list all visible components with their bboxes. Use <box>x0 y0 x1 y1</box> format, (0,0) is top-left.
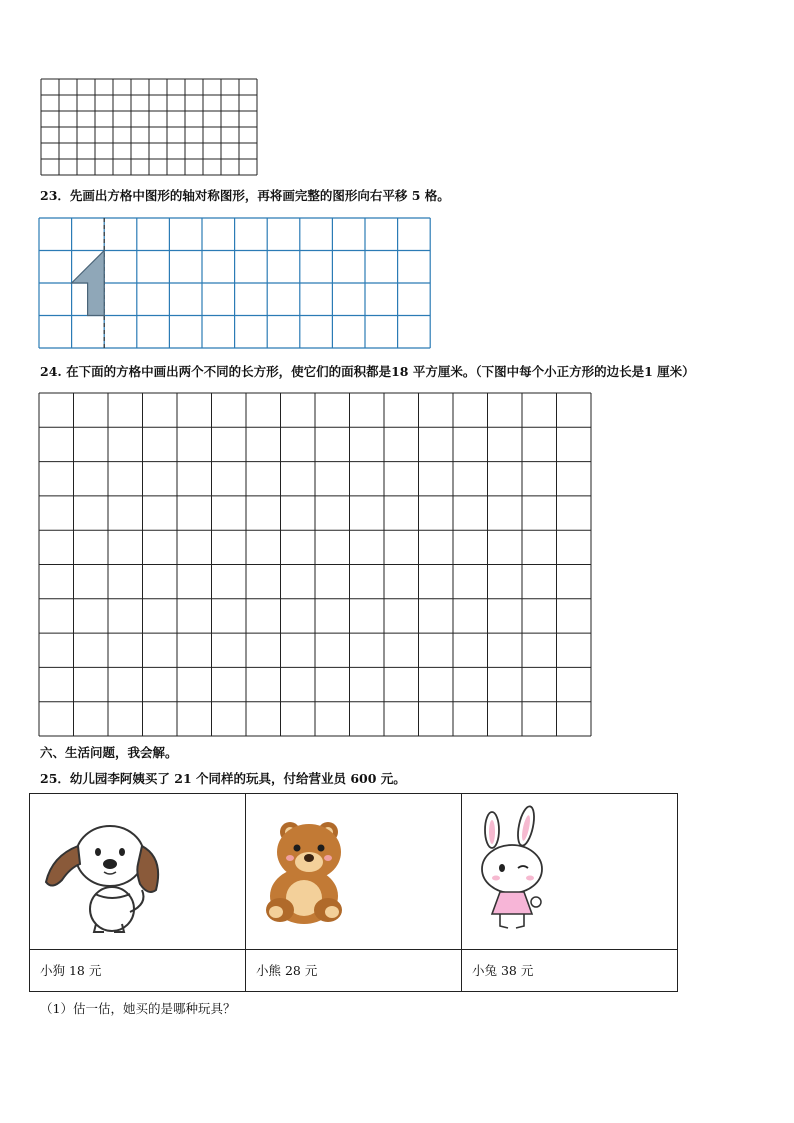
toy-price-table <box>29 793 678 992</box>
puppy-icon <box>30 794 245 949</box>
top-blank-grid[interactable] <box>40 78 260 178</box>
rabbit-icon <box>462 794 677 949</box>
symmetry-grid[interactable] <box>38 217 432 349</box>
toy-price-puppy: 小狗 18 元 <box>30 950 246 991</box>
rectangle-area-grid[interactable] <box>38 392 592 738</box>
question-23-text: 23．先画出方格中图形的轴对称图形，再将画完整的图形向右平移 5 格。 <box>40 188 450 203</box>
section-6-heading: 六、生活问题，我会解。 <box>40 745 178 760</box>
given-half-shape <box>72 251 105 316</box>
question-24-text: 24. 在下面的方格中画出两个不同的长方形，使它们的面积都是18 平方厘米。（下图中每个小正方形的边长是1 厘米） <box>40 364 695 379</box>
toy-image-cell-bear <box>246 794 462 950</box>
toy-price-bear: 小熊 28 元 <box>246 950 462 991</box>
question-25-sub-1: （1）估一估，她买的是哪种玩具？ <box>40 1001 236 1016</box>
bear-icon <box>246 794 461 949</box>
toy-price-rabbit: 小兔 38 元 <box>472 963 534 978</box>
toy-image-cell-rabbit <box>462 794 677 950</box>
question-25-text: 25．幼儿园李阿姨买了 21 个同样的玩具，付给营业员 600 元。 <box>40 771 406 786</box>
toy-image-cell-puppy <box>30 794 246 950</box>
